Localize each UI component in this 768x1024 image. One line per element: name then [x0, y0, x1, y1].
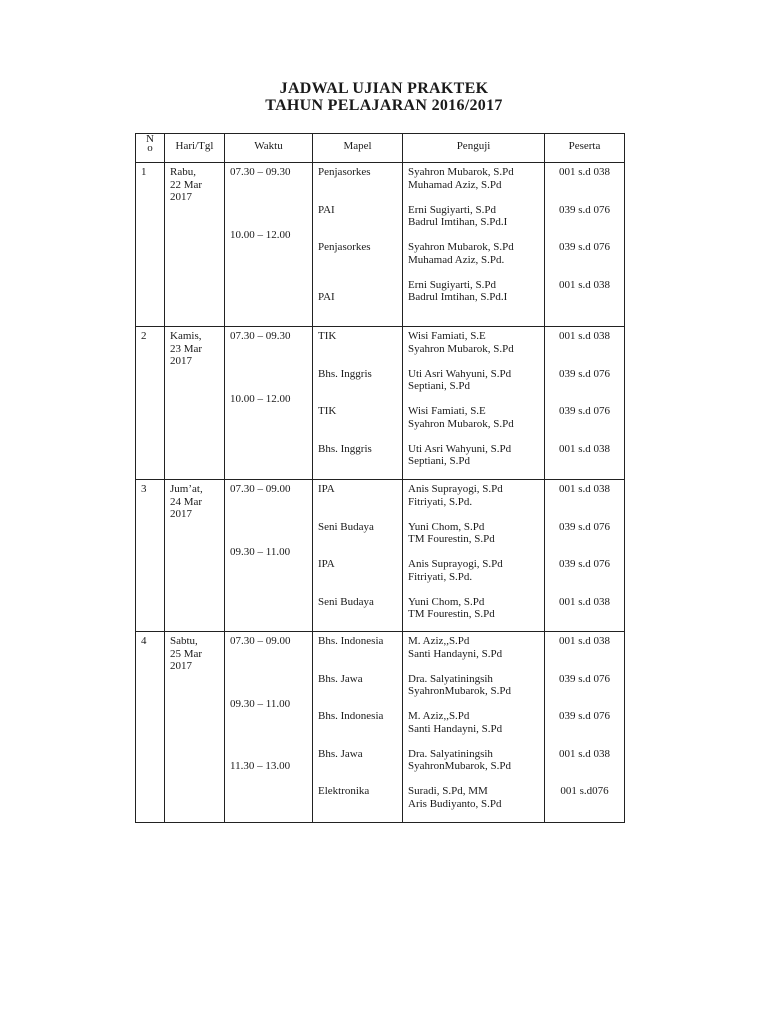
- table-row: [136, 327, 625, 480]
- table-row: [136, 632, 625, 823]
- cell-subject: IPA Seni Budaya IPA Seni Budaya: [318, 483, 374, 608]
- header-time: Waktu: [225, 134, 313, 163]
- cell-examiner: Anis Suprayogi, S.Pd Fitriyati, S.Pd. Yuni Chom, S.Pd TM Fourestin, S.Pd Anis Suprayogi, S.Pd Fitriyati, S.Pd. Yuni Chom, S.Pd TM Fourestin, S.Pd: [408, 483, 503, 620]
- cell-time: 07.30 – 09.30 10.00 – 12.00: [230, 330, 291, 405]
- cell-subject: Penjasorkes PAI Penjasorkes PAI: [318, 166, 371, 303]
- cell-participant: 001 s.d 038 039 s.d 076 039 s.d 076 001 s.d 038: [558, 330, 611, 455]
- cell-examiner: Wisi Famiati, S.E Syahron Mubarok, S.Pd Uti Asri Wahyuni, S.Pd Septiani, S.Pd Wisi Famiati, S.E Syahron Mubarok, S.Pd Uti Asri Wahyuni, S.Pd Septiani, S.Pd: [408, 330, 514, 467]
- header-subject: Mapel: [313, 134, 403, 163]
- cell-examiner: M. Aziz,,S.Pd Santi Handayni, S.Pd Dra. Salyatiningsih SyahronMubarok, S.Pd M. Aziz,,S.Pd Santi Handayni, S.Pd Dra. Salyatiningsih SyahronMubarok, S.Pd Suradi, S.Pd, MM Aris Budiyanto, S.Pd: [408, 635, 511, 810]
- cell-no: 4: [141, 635, 147, 647]
- document-title: JADWAL UJIAN PRAKTEK: [279, 80, 489, 97]
- cell-time: 07.30 – 09.00 09.30 – 11.00: [230, 483, 291, 558]
- cell-participant: 001 s.d 038 039 s.d 076 039 s.d 076 001 s.d 038 001 s.d076: [558, 635, 611, 797]
- cell-no: 2: [141, 330, 147, 342]
- cell-participant: 001 s.d 038 039 s.d 076 039 s.d 076 001 s.d 038: [558, 483, 611, 608]
- cell-examiner: Syahron Mubarok, S.Pd Muhamad Aziz, S.Pd Erni Sugiyarti, S.Pd Badrul Imtihan, S.Pd.I Syahron Mubarok, S.Pd Muhamad Aziz, S.Pd. Erni Sugiyarti, S.Pd Badrul Imtihan, S.Pd.I: [408, 166, 514, 303]
- header-examiner: Penguji: [403, 134, 545, 163]
- cell-subject: Bhs. Indonesia Bhs. Jawa Bhs. Indonesia Bhs. Jawa Elektronika: [318, 635, 384, 797]
- cell-participant: 001 s.d 038 039 s.d 076 039 s.d 076 001 s.d 038: [558, 166, 611, 291]
- cell-no: 3: [141, 483, 147, 495]
- cell-time: 07.30 – 09.00 09.30 – 11.00 11.30 – 13.00: [230, 635, 291, 772]
- cell-day-date: Rabu, 22 Mar 2017: [170, 166, 203, 203]
- cell-no: 1: [141, 166, 147, 178]
- cell-day-date: Kamis, 23 Mar 2017: [170, 330, 203, 367]
- table-row: [136, 163, 625, 327]
- cell-day-date: Sabtu, 25 Mar 2017: [170, 635, 203, 672]
- header-day-date: Hari/Tgl: [165, 134, 225, 163]
- cell-day-date: Jum’at, 24 Mar 2017: [170, 483, 203, 520]
- header-participant: Peserta: [545, 134, 625, 163]
- exam-schedule-table: [135, 133, 625, 823]
- cell-subject: TIK Bhs. Inggris TIK Bhs. Inggris: [318, 330, 372, 455]
- document-subtitle: TAHUN PELAJARAN 2016/2017: [265, 97, 503, 114]
- header-no: N o: [136, 134, 165, 163]
- table-header-row: [136, 134, 625, 163]
- cell-time: 07.30 – 09.30 10.00 – 12.00: [230, 166, 291, 241]
- table-row: [136, 480, 625, 632]
